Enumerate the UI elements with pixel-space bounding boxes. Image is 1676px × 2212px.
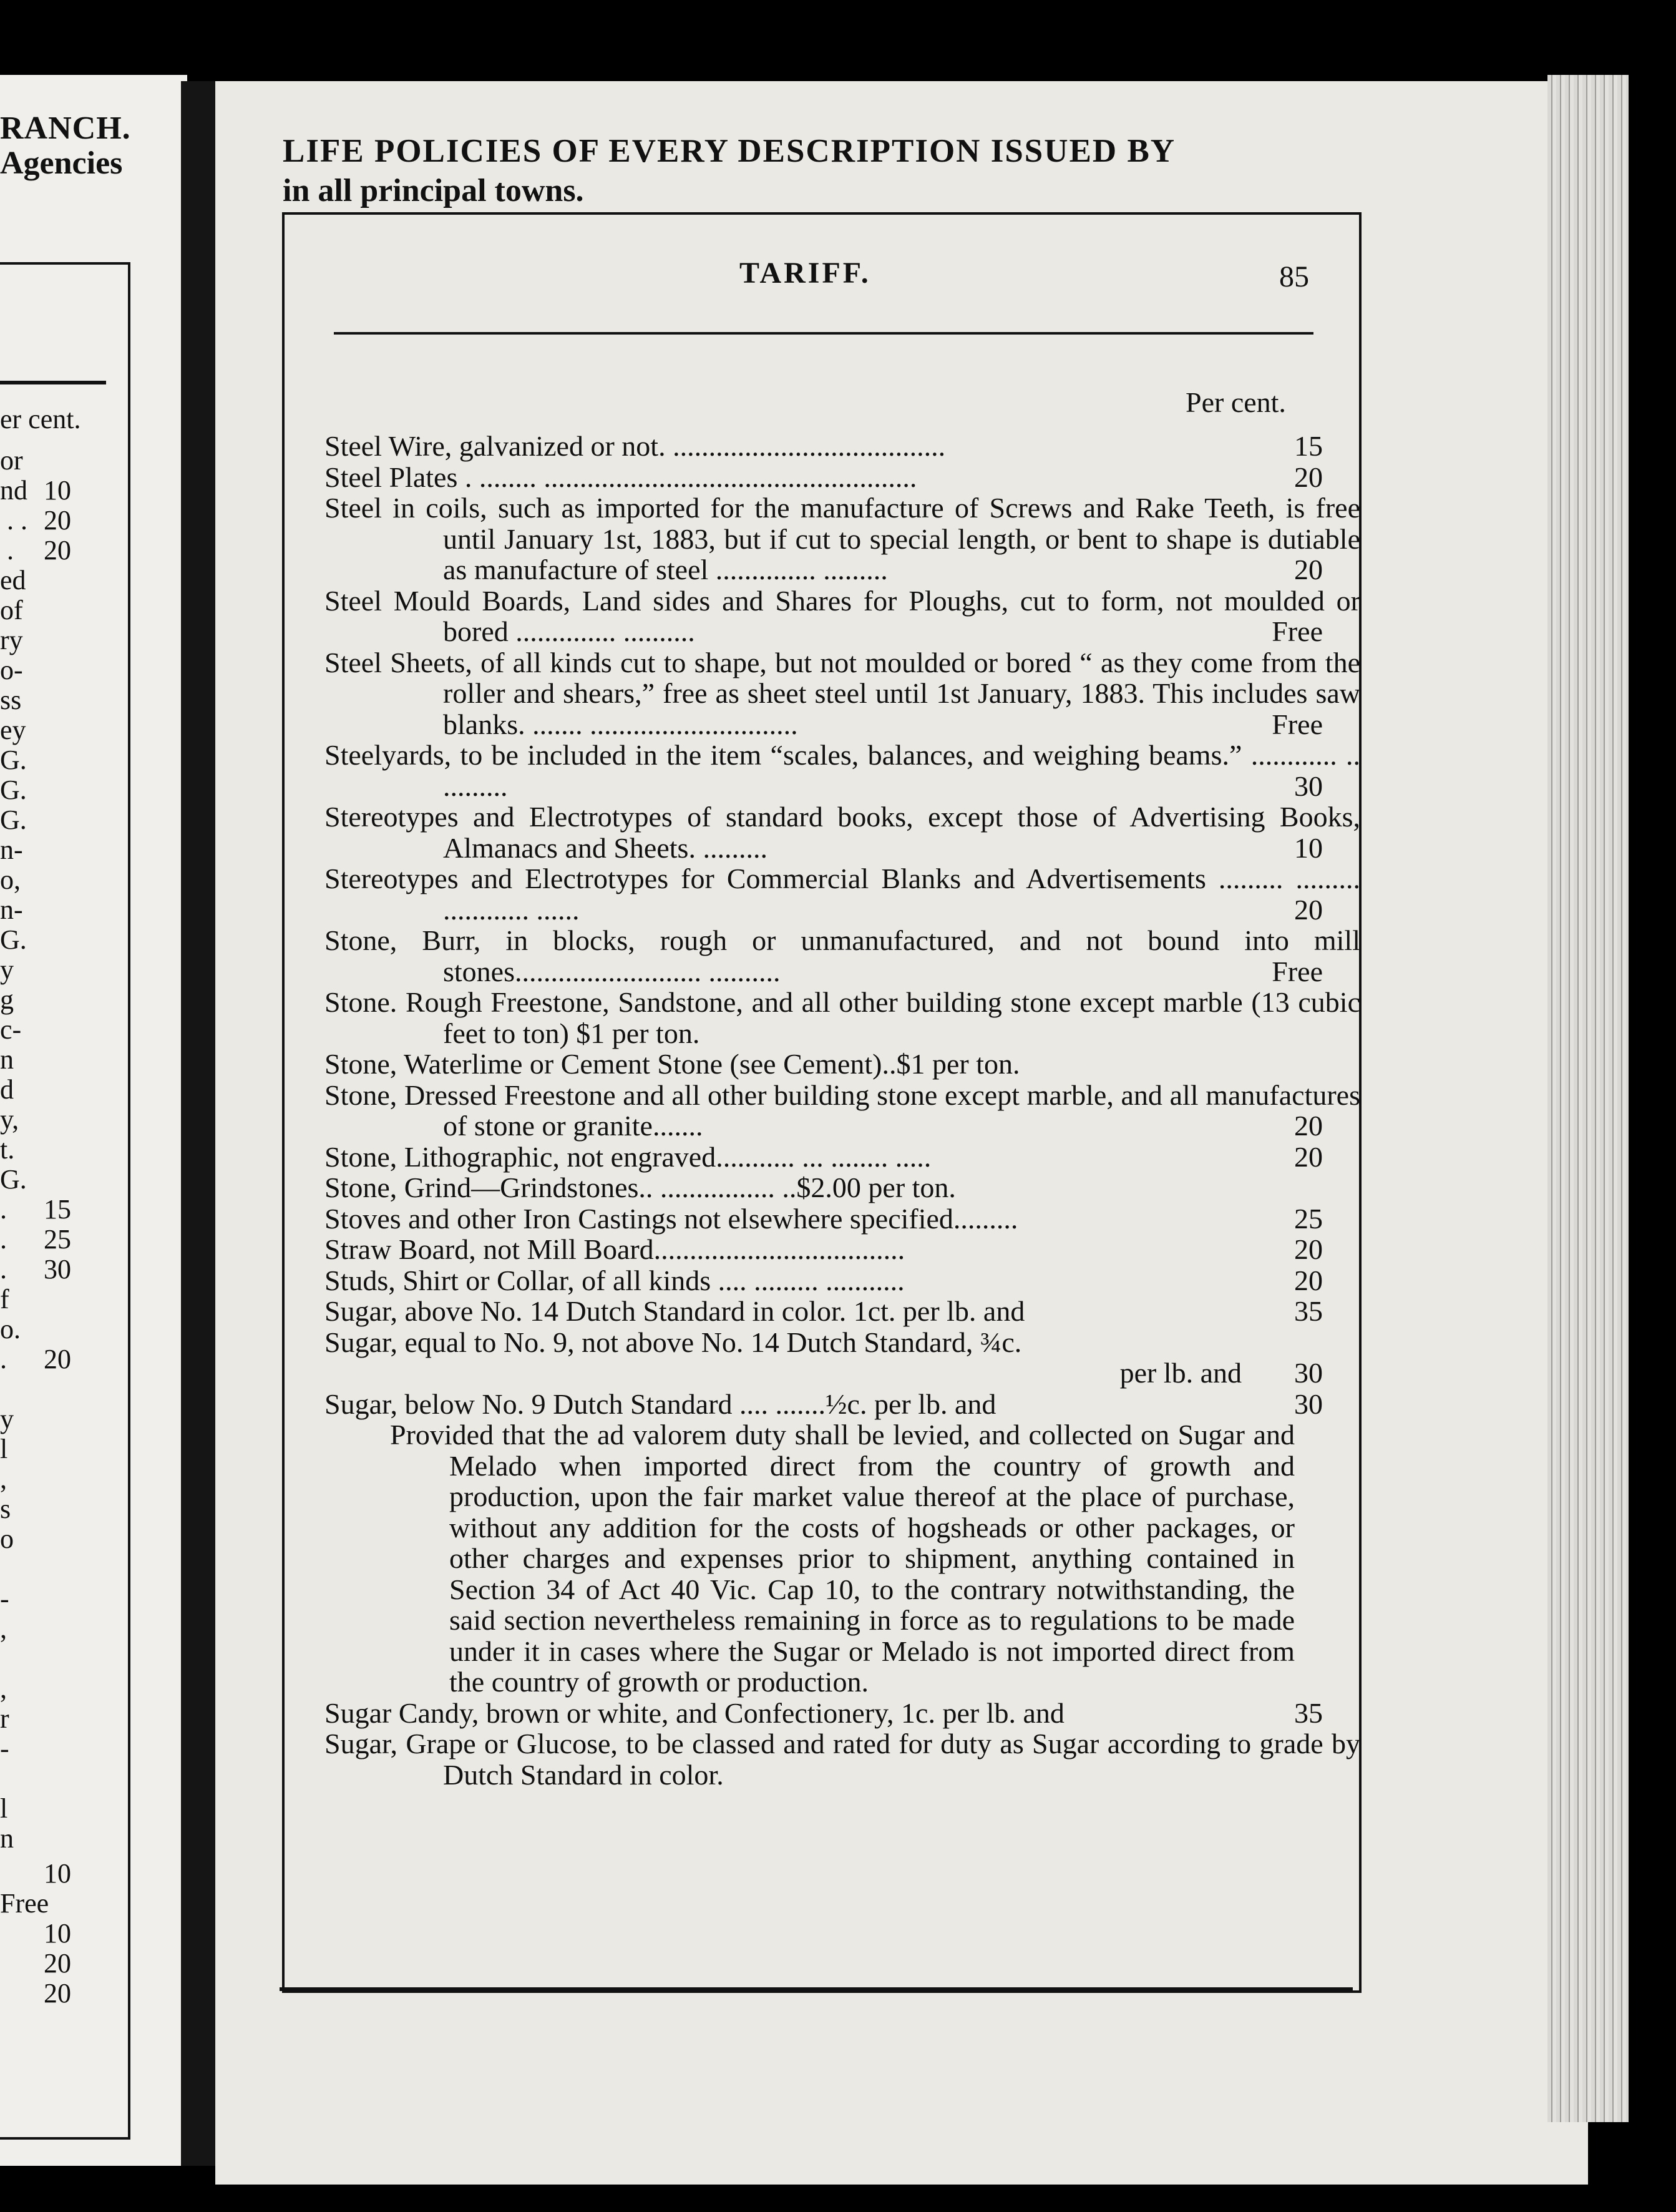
entry-rate: 20: [1294, 1233, 1323, 1265]
entry-text: Stereotypes and Electrotypes of standard books, except those of Advertising Books, Almanacs and Sheets. .........: [324, 801, 1360, 864]
left-fragment-rate: 10: [44, 1858, 71, 1889]
entry-rate: Free: [1272, 615, 1323, 647]
tariff-entry: [324, 1234, 1323, 1265]
tariff-entry: [324, 986, 1360, 1049]
entry-rate: 35: [1294, 1696, 1323, 1729]
entry-text: Sugar, equal to No. 9, not above No. 14 Dutch Standard, ¾c.: [324, 1326, 1022, 1358]
tariff-entry: [324, 739, 1360, 802]
entry-text: Sugar, below No. 9 Dutch Standard .... .......½c. per lb. and: [324, 1387, 996, 1420]
running-subhead: in all principal towns.: [283, 173, 584, 208]
left-fragment-rate: 25: [44, 1224, 71, 1255]
tariff-entry: [324, 492, 1360, 585]
left-subheader: Agencies: [0, 145, 123, 181]
entry-text: Steel in coils, such as imported for the manufacture of Screws and Rake Teeth, is free until January 1st, 1883, but if cut to special length, or bent to shape is dutiable as manufacture of steel .............. .........: [324, 492, 1360, 585]
tariff-entry: [324, 863, 1360, 926]
left-fragment-rate: 10: [44, 1918, 71, 1949]
entry-rate: 30: [1294, 770, 1323, 802]
tariff-entry: [324, 1389, 1323, 1420]
entry-text: Steel Plates . ........ ....................................................: [324, 461, 917, 493]
entry-rate: 30: [1294, 1387, 1323, 1420]
entry-text: Stone, Waterlime or Cement Stone (see Cement)..$1 per ton.: [324, 1048, 1020, 1080]
entry-rate: 20: [1294, 1110, 1323, 1142]
tariff-entry: [324, 1728, 1360, 1791]
entry-text: Steel Sheets, of all kinds cut to shape, but not moulded or bored “ as they come from the roller and shears,” free as sheet steel until 1st January, 1883. This includes saw blanks. ....... .............................: [324, 646, 1360, 740]
left-fragment-text: ry: [0, 625, 23, 655]
running-head: LIFE POLICIES OF EVERY DESCRIPTION ISSUED BY: [283, 133, 1176, 169]
tariff-entry: [324, 1079, 1360, 1142]
left-fragment-text: or: [0, 445, 23, 476]
left-fragment-rate: 20: [44, 505, 71, 536]
left-fragment-rate: 20: [44, 535, 71, 565]
entry-text: Straw Board, not Mill Board...................................: [324, 1233, 905, 1265]
left-fragment-text: y,: [0, 1104, 19, 1135]
entry-rate: 20: [1294, 1140, 1323, 1173]
left-fragment-text: -: [0, 1733, 9, 1764]
left-fragment-text: n: [0, 1044, 14, 1075]
title-rule: [334, 332, 1313, 335]
left-fragment-text: er cent.: [0, 404, 81, 434]
left-fragment-text: ey: [0, 715, 26, 745]
entry-rate: 30: [1294, 1357, 1323, 1389]
page-edges: [1547, 75, 1629, 2122]
left-fragment-text: G.: [0, 1164, 27, 1195]
entry-rate: 20: [1294, 893, 1323, 926]
left-fragment-text: G.: [0, 924, 27, 955]
left-fragment-rate: 30: [44, 1254, 71, 1285]
left-fragment-rate: 20: [44, 1344, 71, 1374]
left-fragment-text: G.: [0, 805, 27, 835]
left-fragment-text: n-: [0, 894, 23, 925]
left-fragment-text: n-: [0, 834, 23, 865]
tariff-entry: [324, 1358, 1323, 1389]
entry-text: Studs, Shirt or Collar, of all kinds .... ......... ...........: [324, 1264, 905, 1296]
tariff-entry: [324, 1172, 1323, 1203]
left-fragment-text: G.: [0, 775, 27, 805]
entry-text: Stone, Lithographic, not engraved........... ... ........ .....: [324, 1140, 932, 1173]
tariff-entry: [324, 646, 1360, 740]
left-fragment-text: o,: [0, 864, 21, 895]
tariff-entry: [324, 1265, 1323, 1296]
entry-text: Sugar, above No. 14 Dutch Standard in color. 1ct. per lb. and: [324, 1295, 1025, 1327]
left-fragment-text: n: [0, 1823, 14, 1854]
entry-text: Stone, Burr, in blocks, rough or unmanufactured, and not bound into mill stones.......................... ..........: [324, 924, 1360, 987]
frame-bottom-rule: [280, 1987, 1353, 1991]
tariff-entry: [324, 1049, 1323, 1080]
left-fragment-text: o.: [0, 1314, 21, 1344]
left-page: [0, 75, 187, 2166]
left-fragment-text: c-: [0, 1014, 22, 1045]
left-fragment-text: f: [0, 1284, 9, 1314]
left-fragment-text: Free: [0, 1888, 49, 1919]
left-fragment-text: r: [0, 1703, 9, 1734]
left-fragment-text: t.: [0, 1134, 15, 1165]
entry-rate: 35: [1294, 1295, 1323, 1327]
left-fragment-text: .: [0, 1254, 7, 1285]
entry-rate: 15: [1294, 430, 1323, 462]
left-fragment-text: ,: [0, 1464, 7, 1494]
entry-rate: Free: [1272, 708, 1323, 740]
entry-text: Steelyards, to be included in the item “scales, balances, and weighing beams.” ............ .. .........: [324, 739, 1360, 802]
column-header: Per cent.: [1186, 386, 1286, 418]
left-fragment-text: .: [0, 1224, 7, 1255]
entry-text: Stone. Rough Freestone, Sandstone, and all other building stone except marble (13 cubic feet to ton) $1 per ton.: [324, 986, 1360, 1049]
page-title: TARIFF.: [739, 257, 871, 290]
left-fragment-text: ss: [0, 685, 22, 715]
left-fragment-text: y: [0, 1404, 14, 1434]
left-fragment-rate: 20: [44, 1948, 71, 1979]
left-fragment-text: l: [0, 1793, 8, 1824]
tariff-entry: [324, 1296, 1323, 1327]
entry-text: Stone, Grind—Grindstones.. ................ ..$2.00 per ton.: [324, 1172, 956, 1203]
tariff-entry: [324, 801, 1360, 864]
entry-rate: Free: [1272, 955, 1323, 987]
left-fragment-text: y: [0, 954, 14, 985]
left-rule: [0, 381, 106, 384]
left-fragment-text: s: [0, 1494, 11, 1524]
book-spine: [181, 81, 218, 2166]
tariff-entry: [324, 431, 1323, 462]
tariff-entry: [324, 1142, 1323, 1173]
entry-text: Stoves and other Iron Castings not elsewhere specified.........: [324, 1202, 1018, 1235]
left-fragment-text: .: [0, 535, 14, 565]
tariff-entry: [324, 1203, 1323, 1235]
left-fragment-text: -: [0, 1583, 9, 1614]
left-fragment-text: G.: [0, 745, 27, 775]
left-fragment-text: o: [0, 1524, 14, 1554]
entry-rate: 25: [1294, 1202, 1323, 1235]
entry-text: Sugar Candy, brown or white, and Confectionery, 1c. per lb. and: [324, 1696, 1065, 1729]
tariff-entry: [324, 1698, 1323, 1729]
entry-continuation: per lb. and: [1119, 1357, 1242, 1389]
tariff-entry: [324, 462, 1323, 493]
tariff-entry: [324, 924, 1360, 987]
entry-rate: 20: [1294, 1264, 1323, 1296]
proviso-paragraph: Provided that the ad valorem duty shall be levied, and collected on Sugar and Melado when imported direct from the country of growth and production, upon the fair market value thereof at the place of purchase, without any addition for the costs of hogsheads or other packages, or other charges and expenses prior to shipment, anything contained in Section 34 of Act 40 Vic. Cap 10, to the contrary notwithstanding, the said section nevertheless remaining in force as to regulations to be made under it in cases where the Sugar or Melado is not imported direct from the country of growth or production.: [390, 1419, 1295, 1698]
left-fragment-text: ed: [0, 565, 26, 595]
left-fragment-rate: 20: [44, 1978, 71, 2009]
entry-text: Steel Wire, galvanized or not. ......................................: [324, 430, 946, 462]
left-fragment-text: o-: [0, 655, 23, 685]
entry-text: Steel Mould Boards, Land sides and Shares for Ploughs, cut to form, not moulded or bored .............. ..........: [324, 584, 1360, 647]
left-fragment-text: nd: [0, 475, 27, 506]
tariff-entries: [324, 430, 1360, 1791]
left-fragment-text: of: [0, 595, 23, 625]
left-header: RANCH.: [0, 110, 131, 146]
entry-text: Stereotypes and Electrotypes for Commercial Blanks and Advertisements ......... ......... ............ ......: [324, 863, 1360, 926]
page-number: 85: [1279, 260, 1309, 293]
left-fragment-text: . .: [0, 505, 27, 536]
left-fragment-rate: 15: [44, 1194, 71, 1225]
left-fragment-rate: 10: [44, 475, 71, 506]
entry-rate: 20: [1294, 461, 1323, 493]
tariff-entry: [324, 584, 1360, 647]
left-fragment-text: l: [0, 1434, 8, 1464]
left-fragment-text: ,: [0, 1613, 7, 1644]
left-fragment-text: g: [0, 984, 14, 1015]
entry-text: Stone, Dressed Freestone and all other building stone except marble, and all manufactures of stone or granite.......: [324, 1079, 1360, 1142]
left-fragment-text: ,: [0, 1673, 7, 1704]
entry-rate: 10: [1294, 831, 1323, 864]
entry-text: Sugar, Grape or Glucose, to be classed and rated for duty as Sugar according to grade by Dutch Standard in color.: [324, 1728, 1360, 1791]
left-fragment-text: d: [0, 1074, 14, 1105]
left-fragment-text: .: [0, 1194, 7, 1225]
tariff-entry: [324, 1327, 1323, 1358]
left-fragment-text: .: [0, 1344, 7, 1374]
entry-rate: 20: [1294, 554, 1323, 585]
